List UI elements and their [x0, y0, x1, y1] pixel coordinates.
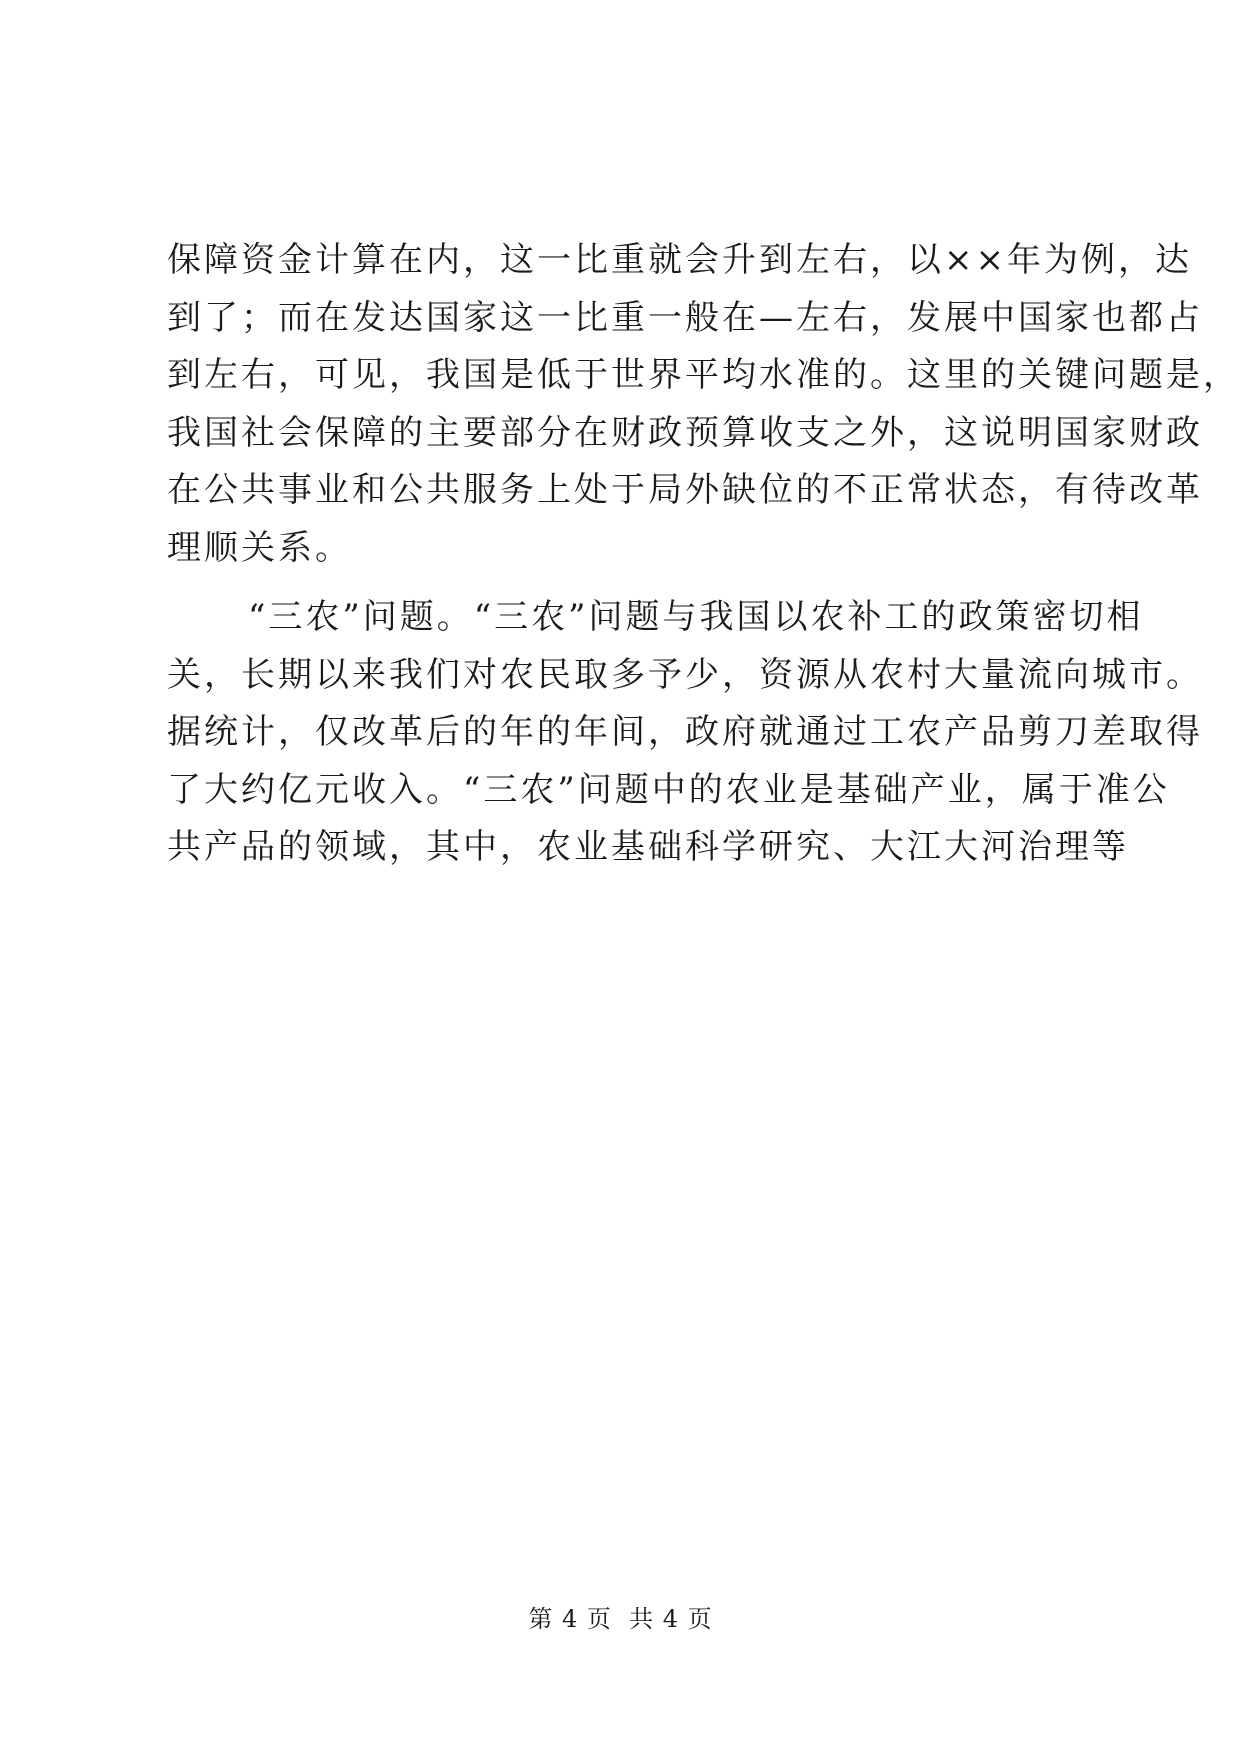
text-line: 保障资金计算在内，这一比重就会升到左右，以××年为例，达	[167, 240, 1192, 280]
document-body	[167, 232, 1240, 877]
text-line: 我国社会保障的主要部分在财政预算收支之外，这说明国家财政	[167, 412, 1203, 453]
text-line: 到左右，可见，我国是低于世界平均水准的。这里的关键问题是，	[167, 355, 1240, 395]
paragraph	[167, 232, 1240, 577]
page-footer	[0, 1602, 1241, 1636]
text-line: 据统计，仅改革后的年的年间，政府就通过工农产品剪刀差取得	[167, 712, 1203, 752]
text-line: 关，长期以来我们对农民取多予少，资源从农村大量流向城市。	[167, 654, 1203, 695]
page-number-label: 第 4 页 共 4 页	[528, 1605, 713, 1633]
text-line: 了大约亿元收入。“三农”问题中的农业是基础产业，属于准公	[167, 769, 1170, 810]
text-line: 理顺关系。	[167, 527, 352, 568]
paragraph-spacer	[167, 577, 1077, 589]
text-line: “三农”问题。“三农”问题与我国以农补工的政策密切相	[248, 597, 1144, 637]
paragraph	[167, 589, 1203, 877]
text-line: 到了；而在发达国家这一比重一般在—左右，发展中国家也都占	[167, 297, 1203, 338]
text-line: 在公共事业和公共服务上处于局外缺位的不正常状态，有待改革	[167, 470, 1203, 510]
text-line: 共产品的领域，其中，农业基础科学研究、大江大河治理等	[167, 827, 1129, 867]
